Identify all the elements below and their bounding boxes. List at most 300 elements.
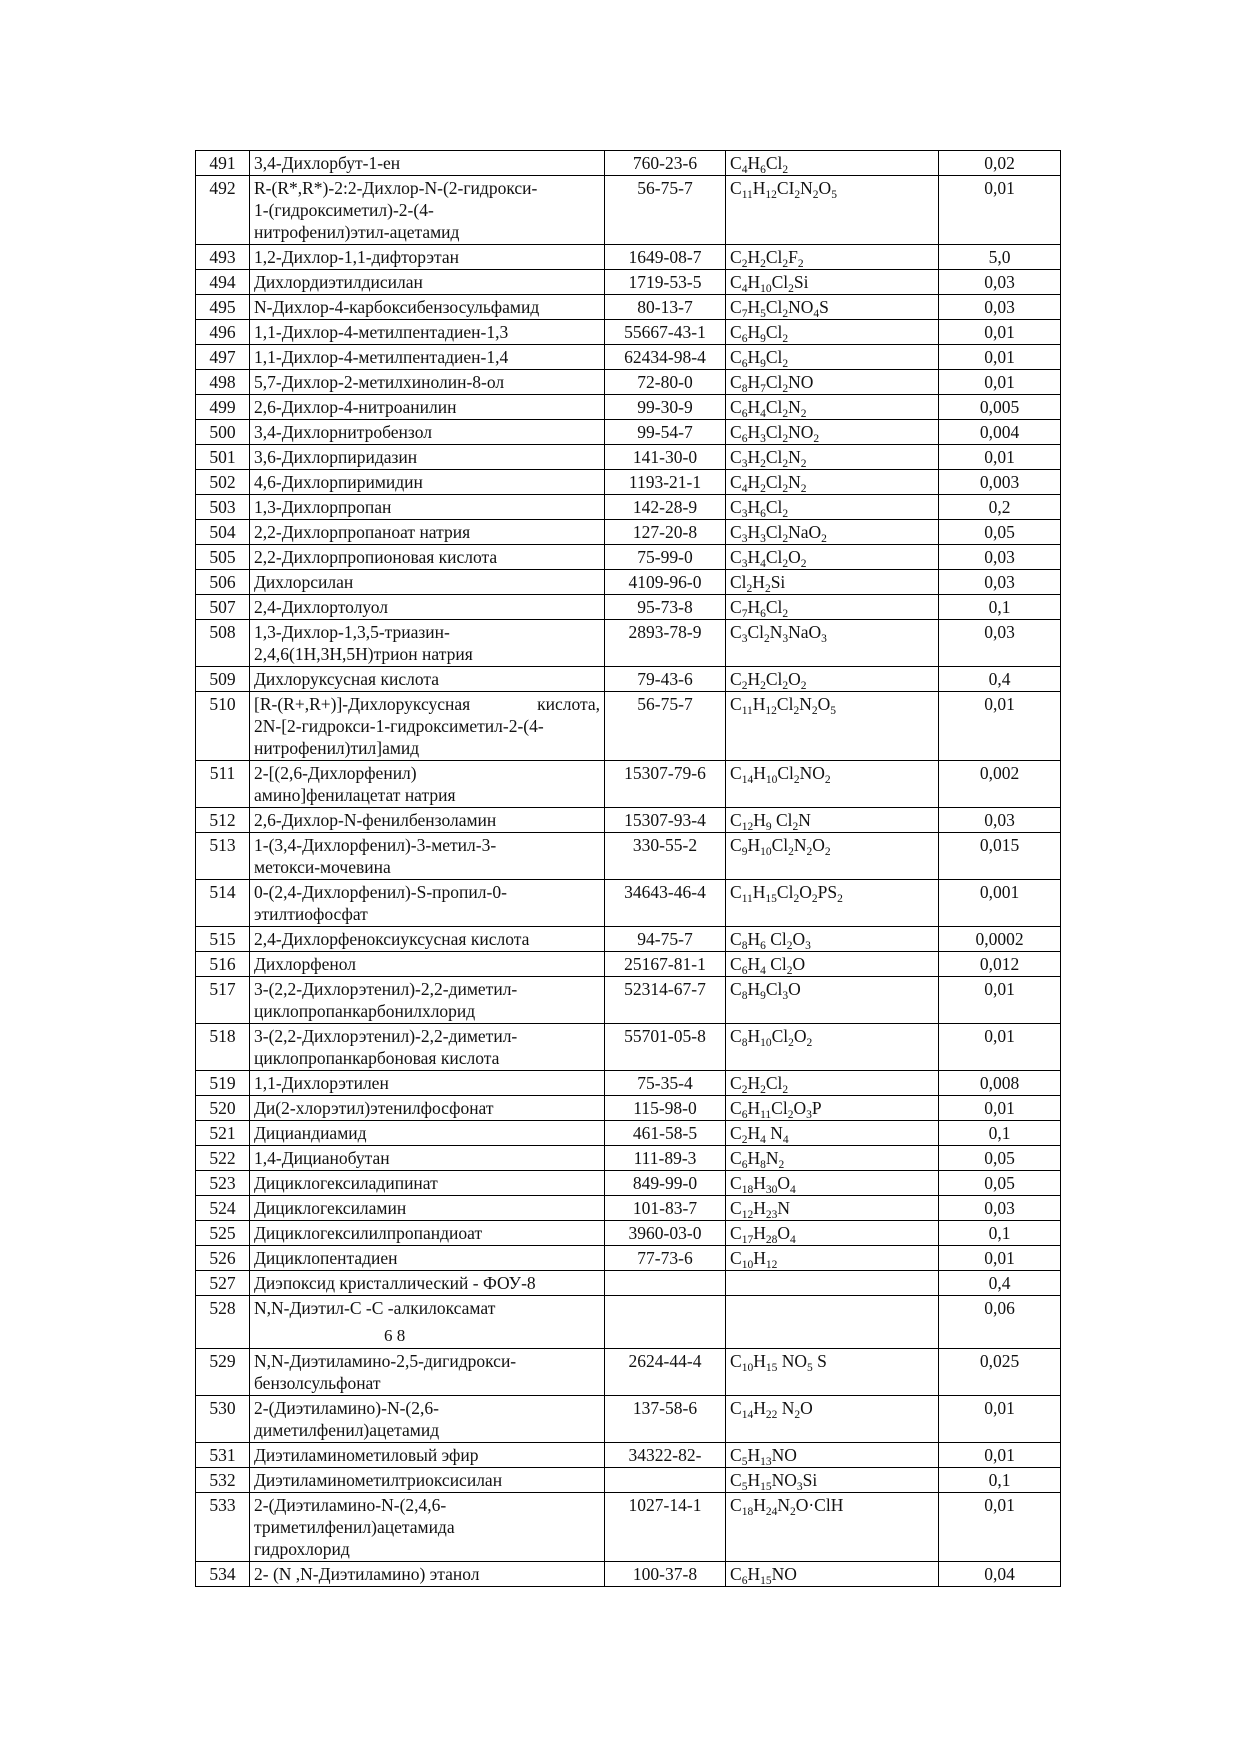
formula-subscript: 12 [741, 1209, 754, 1221]
formula-element: H [747, 272, 761, 292]
row-number: 502 [196, 470, 250, 495]
substance-name-line: 5,7-Дихлор-2-метилхинолин-8-ол [254, 372, 505, 392]
substance-name-line: N,N-Диэтил-C -C -алкилоксамат [254, 1298, 496, 1318]
formula-element: N [788, 472, 801, 492]
substance-name-line: 1,3-Дихлор-1,3,5-триазин- [254, 622, 450, 642]
row-number: 533 [196, 1493, 250, 1562]
formula-subscript: 9 [760, 990, 766, 1002]
formula-element: NO [771, 1470, 797, 1490]
formula-element: C [730, 954, 742, 974]
formula-element: Si [793, 272, 809, 292]
row-number: 499 [196, 395, 250, 420]
table-row [196, 570, 1061, 595]
table-row [196, 495, 1061, 520]
substance-name-line: 0-(2,4-Дихлорфенил)-S-пропил-0- [254, 882, 507, 902]
concentration-value: 0,01 [939, 1493, 1061, 1562]
formula-element: H [747, 835, 761, 855]
formula-subscript: 17 [741, 1234, 754, 1246]
row-number: 528 [196, 1296, 250, 1349]
concentration-value: 0,03 [939, 620, 1061, 667]
formula-element: Cl [730, 572, 747, 592]
table-row [196, 833, 1061, 880]
formula-element: C [730, 1398, 742, 1418]
substance-name-line: 3,4-Дихлорбут-1-ен [254, 153, 401, 173]
formula-subscript: 18 [741, 1506, 754, 1518]
formula-subscript: 6 [741, 433, 748, 445]
formula-element: O [793, 1098, 807, 1118]
formula-element: Cl [771, 1026, 789, 1046]
formula-element: C [730, 1495, 742, 1515]
formula-element: Cl [765, 979, 783, 999]
concentration-value: 0,012 [939, 952, 1061, 977]
chemical-formula [726, 667, 939, 692]
formula-element: NO [788, 422, 814, 442]
row-number: 510 [196, 692, 250, 761]
substance-name [250, 470, 605, 495]
concentration-value: 0,001 [939, 880, 1061, 927]
formula-subscript: 12 [741, 821, 754, 833]
substance-name [250, 176, 605, 245]
formula-subscript: 4 [741, 483, 748, 495]
formula-element: NO [788, 297, 814, 317]
concentration-value: 0,03 [939, 295, 1061, 320]
table-row [196, 1221, 1061, 1246]
row-number: 501 [196, 445, 250, 470]
formula-subscript: 2 [806, 1037, 813, 1049]
formula-element: H [747, 1098, 761, 1118]
formula-element: C [730, 1223, 742, 1243]
table-row [196, 952, 1061, 977]
formula-subscript: 15 [760, 1481, 772, 1493]
row-number: 505 [196, 545, 250, 570]
formula-element: H [752, 882, 766, 902]
substance-name-line: этилтиофосфат [254, 904, 368, 924]
formula-subscript: 15 [765, 1362, 778, 1374]
cas-number: 79-43-6 [605, 667, 726, 692]
concentration-value: 0,4 [939, 1271, 1061, 1296]
formula-subscript: 22 [765, 1409, 778, 1421]
formula-element: H [747, 1148, 761, 1168]
formula-element: C [730, 153, 742, 173]
formula-element: Cl [765, 522, 783, 542]
chemical-formula [726, 1493, 939, 1562]
formula-element: H [747, 372, 761, 392]
cas-number: 62434-98-4 [605, 345, 726, 370]
formula-element: CI [776, 178, 795, 198]
substance-name-line: 2,4-Дихлортолуол [254, 597, 388, 617]
cas-number: 34643-46-4 [605, 880, 726, 927]
formula-subscript: 15 [765, 893, 777, 905]
formula-subscript: 3 [741, 533, 748, 545]
formula-element: H [747, 397, 761, 417]
substance-name-line: 2,2-Дихлорпропаноат натрия [254, 522, 471, 542]
cas-number: 101-83-7 [605, 1196, 726, 1221]
chemical-formula [726, 761, 939, 808]
concentration-value: 0,01 [939, 1246, 1061, 1271]
concentration-value: 0,01 [939, 692, 1061, 761]
substance-name-line: Дициклопентадиен [254, 1248, 398, 1268]
formula-subscript: 14 [741, 774, 754, 786]
cas-number: 142-28-9 [605, 495, 726, 520]
formula-subscript: 2 [837, 893, 843, 905]
formula-element: S [819, 297, 829, 317]
formula-element: NO [771, 1445, 797, 1465]
formula-element: H [747, 1123, 761, 1143]
formula-subscript: 3 [821, 633, 827, 645]
table-row [196, 692, 1061, 761]
chemical-formula [726, 1096, 939, 1121]
chemical-formula [726, 880, 939, 927]
formula-subscript: 14 [741, 1409, 754, 1421]
formula-subscript: 4 [760, 965, 766, 977]
row-number: 532 [196, 1468, 250, 1493]
formula-element: H [747, 472, 761, 492]
chemical-formula [726, 395, 939, 420]
substance-name-line: 2-[(2,6-Дихлорфенил) [254, 763, 417, 783]
cas-number: 3960-03-0 [605, 1221, 726, 1246]
chemical-formula [726, 1246, 939, 1271]
substance-name-line: 1-(3,4-Дихлорфенил)-3-метил-3- [254, 835, 497, 855]
concentration-value: 0,1 [939, 595, 1061, 620]
formula-subscript: 2 [760, 680, 766, 692]
formula-element: C [730, 178, 742, 198]
table-row [196, 1024, 1061, 1071]
substance-name-line: 2N-[2-гидрокси-1-гидроксиметил-2-(4- [254, 716, 544, 736]
cas-number: 99-54-7 [605, 420, 726, 445]
formula-element: H [747, 929, 761, 949]
formula-element: N [769, 622, 783, 642]
substance-name-line: 2- (N ,N-Диэтиламино) этанол [254, 1564, 480, 1584]
formula-subscript: 3 [741, 458, 748, 470]
formula-element: H [747, 1026, 761, 1046]
formula-subscript: 5 [806, 1362, 813, 1374]
substance-name-line: 2-(Диэтиламино)-N-(2,6- [254, 1398, 439, 1418]
cas-number: 461-58-5 [605, 1121, 726, 1146]
formula-subscript: 2 [800, 408, 807, 420]
formula-subscript: 2 [782, 483, 789, 495]
formula-element: C [730, 1148, 742, 1168]
substance-name-line: триметилфенил)ацетамида [254, 1517, 455, 1537]
formula-element: C [730, 472, 742, 492]
formula-element: C [730, 882, 742, 902]
cas-number: 72-80-0 [605, 370, 726, 395]
substance-name-line: Диэтиламинометилтриоксисилан [254, 1470, 503, 1490]
chemical-formula [726, 445, 939, 470]
formula-subscript: 2 [763, 633, 770, 645]
formula-subscript: 2 [782, 408, 789, 420]
formula-element: C [730, 979, 742, 999]
cas-number: 75-35-4 [605, 1071, 726, 1096]
formula-subscript: 2 [741, 1084, 748, 1096]
substance-name [250, 1146, 605, 1171]
substance-name [250, 1196, 605, 1221]
cas-number: 1719-53-5 [605, 270, 726, 295]
cas-number: 1193-21-1 [605, 470, 726, 495]
formula-subscript: 2 [788, 283, 794, 295]
chemical-formula [726, 808, 939, 833]
formula-element: C [730, 1564, 742, 1584]
row-number: 530 [196, 1396, 250, 1443]
substance-name-line: Дихлорфенол [254, 954, 357, 974]
concentration-value: 0,01 [939, 1096, 1061, 1121]
substance-name [250, 952, 605, 977]
substance-name [250, 761, 605, 808]
formula-element: H [753, 1495, 766, 1515]
formula-element: N [788, 397, 801, 417]
substance-name [250, 395, 605, 420]
table-row [196, 808, 1061, 833]
formula-element: Cl [765, 372, 783, 392]
cas-number: 141-30-0 [605, 445, 726, 470]
formula-element: Cl [765, 597, 783, 617]
chemical-formula [726, 1271, 939, 1296]
substance-name-line: Дихлоруксусная кислота [254, 669, 439, 689]
formula-element: C [730, 322, 742, 342]
formula-element: Cl [771, 810, 793, 830]
table-row [196, 395, 1061, 420]
substance-name [250, 545, 605, 570]
formula-element: C [730, 447, 742, 467]
chemical-formula [726, 833, 939, 880]
concentration-value: 0,03 [939, 545, 1061, 570]
formula-subscript: 6 [741, 965, 748, 977]
chemical-formula [726, 1171, 939, 1196]
concentration-value: 0,03 [939, 808, 1061, 833]
substance-name [250, 977, 605, 1024]
substance-name [250, 667, 605, 692]
row-number: 529 [196, 1349, 250, 1396]
concentration-value: 0,01 [939, 345, 1061, 370]
cas-number: 4109-96-0 [605, 570, 726, 595]
formula-subscript: 2 [760, 258, 766, 270]
substance-name-line: 2,2-Дихлорпропионовая кислота [254, 547, 498, 567]
concentration-value: 0,002 [939, 761, 1061, 808]
substance-name-line: N-Дихлор-4-карбоксибензосульфамид [254, 297, 540, 317]
formula-subscript: 4 [760, 408, 766, 420]
table-row [196, 1493, 1061, 1562]
table-row [196, 667, 1061, 692]
formula-subscript: 6 [741, 358, 748, 370]
substance-name [250, 880, 605, 927]
formula-element: Cl [765, 422, 783, 442]
concentration-value: 0,04 [939, 1562, 1061, 1587]
formula-subscript: 2 [824, 846, 831, 858]
formula-subscript: 10 [760, 283, 772, 295]
concentration-value: 0,01 [939, 1396, 1061, 1443]
cas-number: 1027-14-1 [605, 1493, 726, 1562]
formula-subscript: 11 [741, 189, 753, 201]
concentration-value: 0,1 [939, 1221, 1061, 1246]
concentration-value: 0,01 [939, 977, 1061, 1024]
cas-number: 95-73-8 [605, 595, 726, 620]
formula-subscript: 8 [741, 1037, 748, 1049]
formula-element: O [799, 882, 812, 902]
formula-subscript: 3 [782, 633, 789, 645]
chemical-formula [726, 1396, 939, 1443]
table-row [196, 620, 1061, 667]
formula-element: H [747, 522, 761, 542]
formula-element: H [747, 954, 761, 974]
table-row [196, 1468, 1061, 1493]
substance-name-line: 3-(2,2-Дихлорэтенил)-2,2-диметил- [254, 1026, 518, 1046]
formula-subscript: 6 [760, 940, 766, 952]
formula-element: H [753, 1248, 766, 1268]
formula-subscript: 10 [765, 774, 778, 786]
substance-name-line: 1,4-Дицианобутан [254, 1148, 390, 1168]
chemical-formula [726, 977, 939, 1024]
formula-element: Cl [765, 954, 787, 974]
formula-element: Cl [765, 297, 783, 317]
chemical-formula [726, 1146, 939, 1171]
substance-name [250, 1221, 605, 1246]
row-number: 500 [196, 420, 250, 445]
formula-element: Cl [747, 622, 764, 642]
formula-element: F [788, 247, 798, 267]
chemical-formula [726, 470, 939, 495]
formula-element: N [765, 1123, 783, 1143]
table-row [196, 445, 1061, 470]
substance-name [250, 1493, 605, 1562]
formula-subscript: 3 [741, 633, 748, 645]
formula-element: H [747, 1445, 761, 1465]
chemical-formula [726, 151, 939, 176]
chemical-formula [726, 1024, 939, 1071]
formula-element: C [730, 810, 742, 830]
table-row [196, 1296, 1061, 1349]
formula-element: N [793, 835, 807, 855]
chemical-formula [726, 1349, 939, 1396]
formula-subscript: 11 [741, 705, 753, 717]
row-number: 516 [196, 952, 250, 977]
substance-name [250, 295, 605, 320]
formula-subscript: 2 [782, 308, 789, 320]
table-row [196, 1171, 1061, 1196]
substance-name-line: нитрофенил)тил]амид [254, 738, 420, 758]
chemical-formula [726, 620, 939, 667]
formula-element: C [730, 372, 742, 392]
chemical-formula [726, 1121, 939, 1146]
formula-subscript: 6 [741, 1109, 748, 1121]
formula-subscript: 3 [760, 433, 766, 445]
chemical-formula [726, 595, 939, 620]
formula-element: H [747, 153, 761, 173]
formula-element: Cl [765, 929, 787, 949]
concentration-value: 0,01 [939, 370, 1061, 395]
concentration-value: 0,005 [939, 395, 1061, 420]
substance-name [250, 370, 605, 395]
formula-subscript: 6 [741, 1159, 748, 1171]
formula-element: Cl [765, 547, 783, 567]
substance-name-line: 3-(2,2-Дихлорэтенил)-2,2-диметил- [254, 979, 518, 999]
formula-subscript: 2 [821, 533, 827, 545]
substance-name-line: Диэтиламинометиловый эфир [254, 1445, 479, 1465]
chemical-formula [726, 1071, 939, 1096]
formula-subscript: 2 [782, 608, 789, 620]
row-number: 521 [196, 1121, 250, 1146]
formula-subscript: 2 [782, 680, 789, 692]
formula-element: N [800, 178, 813, 198]
cas-number: 760-23-6 [605, 151, 726, 176]
formula-element: N [788, 447, 801, 467]
row-number: 497 [196, 345, 250, 370]
table-row [196, 1196, 1061, 1221]
substance-name-line: 1,1-Дихлор-4-метилпентадиен-1,3 [254, 322, 509, 342]
formula-subscript: 4 [782, 1134, 789, 1146]
row-number: 493 [196, 245, 250, 270]
formula-element: H [753, 810, 766, 830]
cas-number: 111-89-3 [605, 1146, 726, 1171]
substance-name [250, 595, 605, 620]
chemical-formula [726, 1221, 939, 1246]
row-number: 513 [196, 833, 250, 880]
formula-subscript: 12 [765, 705, 777, 717]
substance-name-line: 3,6-Дихлорпиридазин [254, 447, 418, 467]
formula-element: O [792, 929, 806, 949]
cas-number: 56-75-7 [605, 692, 726, 761]
substance-name [250, 1071, 605, 1096]
chemical-formula [726, 1562, 939, 1587]
formula-element: C [730, 1248, 742, 1268]
table-row [196, 1562, 1061, 1587]
formula-subscript: 9 [760, 358, 766, 370]
formula-element: Si [802, 1470, 818, 1490]
formula-subscript: 3 [741, 558, 748, 570]
table-row [196, 1349, 1061, 1396]
concentration-value: 0,008 [939, 1071, 1061, 1096]
formula-element: H [747, 597, 761, 617]
substance-name-line: Дихлорсилан [254, 572, 354, 592]
chemical-formula [726, 1196, 939, 1221]
formula-element: Si [770, 572, 786, 592]
formula-element: NO [799, 763, 825, 783]
table-row [196, 270, 1061, 295]
formula-subscript: 2 [782, 383, 789, 395]
chemical-formula [726, 370, 939, 395]
cas-number: 94-75-7 [605, 927, 726, 952]
formula-subscript: 8 [760, 1159, 766, 1171]
formula-element: C [730, 835, 742, 855]
substance-name-line: амино]фенилацетат натрия [254, 785, 456, 805]
concentration-value: 0,03 [939, 1196, 1061, 1221]
formula-element: O [800, 1398, 813, 1418]
concentration-value: 0,01 [939, 445, 1061, 470]
formula-element: H [747, 497, 761, 517]
substance-name-line: нитрофенил)этил-ацетамид [254, 222, 460, 242]
formula-subscript: 4 [741, 283, 748, 295]
formula-element: NaO [788, 522, 822, 542]
concentration-value: 0,01 [939, 320, 1061, 345]
formula-element: O [788, 979, 801, 999]
cas-number: 25167-81-1 [605, 952, 726, 977]
formula-subscript: 6 [760, 508, 766, 520]
concentration-value: 0,01 [939, 176, 1061, 245]
row-number: 523 [196, 1171, 250, 1196]
formula-element: Cl [771, 835, 789, 855]
formula-element: C [730, 622, 742, 642]
formula-subscript: 7 [741, 608, 748, 620]
formula-element: H [753, 1351, 766, 1371]
row-number: 506 [196, 570, 250, 595]
concentration-value: 0,4 [939, 667, 1061, 692]
substance-name [250, 270, 605, 295]
table-row [196, 245, 1061, 270]
table-row [196, 1271, 1061, 1296]
formula-element: O·ClH [795, 1495, 844, 1515]
formula-element: C [730, 1470, 742, 1490]
formula-subscript: 6 [760, 164, 766, 176]
formula-element: H [747, 422, 761, 442]
cas-number: 75-99-0 [605, 545, 726, 570]
